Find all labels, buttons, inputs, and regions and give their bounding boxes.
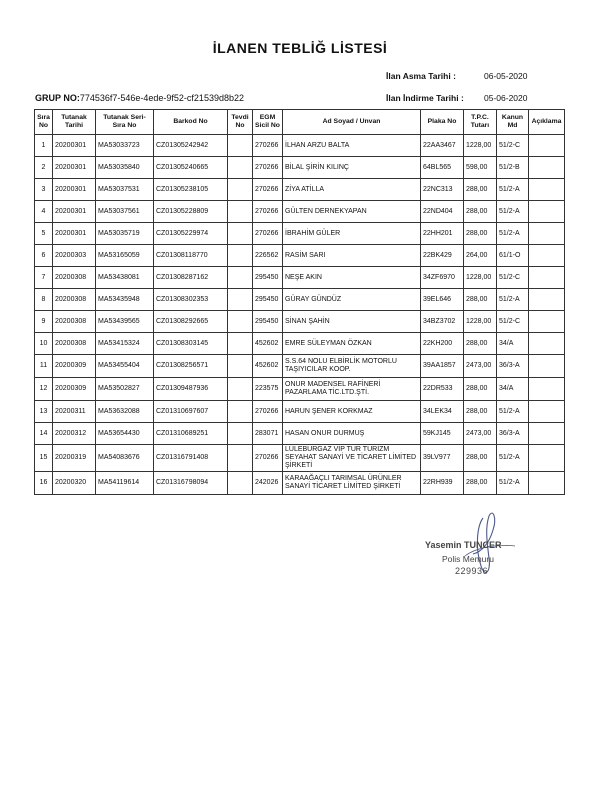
table-row (35, 267, 565, 289)
table-cell: 22KH200 (421, 333, 464, 355)
grup-label: GRUP NO: (35, 93, 80, 103)
table-cell: 242026 (253, 472, 283, 495)
table-cell: 20200308 (53, 333, 96, 355)
table-cell: 264,00 (464, 245, 497, 267)
table-cell: SİNAN ŞAHİN (283, 311, 421, 333)
table-cell: MA53502827 (96, 378, 154, 401)
table-cell: CZ01316798094 (154, 472, 228, 495)
table-row (35, 179, 565, 201)
table-row (35, 201, 565, 223)
table-cell: CZ01305228809 (154, 201, 228, 223)
table-cell (529, 157, 565, 179)
table-cell: S.S.64 NOLU ELBİRLİK MOTORLU TAŞIYICILAR KOOP. (283, 355, 421, 378)
column-header: Ad Soyad / Unvan (283, 110, 421, 135)
table-cell: 34BZ3702 (421, 311, 464, 333)
table-cell: 64BL565 (421, 157, 464, 179)
table-cell: CZ01308303145 (154, 333, 228, 355)
table-cell: CZ01308292665 (154, 311, 228, 333)
table-cell: 2473,00 (464, 355, 497, 378)
table-cell: HARUN ŞENER KORKMAZ (283, 401, 421, 423)
table-cell (529, 223, 565, 245)
table-cell: 7 (35, 267, 53, 289)
table-cell (529, 355, 565, 378)
table-row (35, 355, 565, 378)
table-cell: 51/2-C (497, 311, 529, 333)
table-cell (228, 223, 253, 245)
table-cell: 270266 (253, 401, 283, 423)
table-cell: 288,00 (464, 445, 497, 472)
table-cell: 39EL646 (421, 289, 464, 311)
table-cell: MA54119614 (96, 472, 154, 495)
table-cell: 51/2-C (497, 135, 529, 157)
table-cell (228, 157, 253, 179)
table-cell (529, 179, 565, 201)
grup-value: 774536f7-546e-4ede-9f52-cf21539d8b22 (79, 93, 244, 103)
table-cell: 51/2-A (497, 401, 529, 423)
table-cell: MA53654430 (96, 423, 154, 445)
table-row (35, 423, 565, 445)
table-cell: 20200303 (53, 245, 96, 267)
ilan-asma-label: İlan Asma Tarihi : (386, 71, 456, 81)
column-header: Kanun Md (497, 110, 529, 135)
column-header: T.P.C. Tutarı (464, 110, 497, 135)
table-cell: 288,00 (464, 401, 497, 423)
table-cell (228, 355, 253, 378)
table-cell: 11 (35, 355, 53, 378)
table-cell: CZ01308287162 (154, 267, 228, 289)
table-cell: 51/2-A (497, 223, 529, 245)
table-cell: 270266 (253, 179, 283, 201)
table-cell: CZ01310689251 (154, 423, 228, 445)
table-cell (529, 445, 565, 472)
table-cell: 2 (35, 157, 53, 179)
column-header: Tutanak Seri-Sıra No (96, 110, 154, 135)
table-cell: GÜRAY GÜNDÜZ (283, 289, 421, 311)
table-cell: 20200301 (53, 223, 96, 245)
table-cell: 22RH939 (421, 472, 464, 495)
table-cell (529, 333, 565, 355)
table-cell: 270266 (253, 223, 283, 245)
column-header: Tutanak Tarihi (53, 110, 96, 135)
table-cell: 20200301 (53, 135, 96, 157)
table-cell: ZİYA ATİLLA (283, 179, 421, 201)
table-row (35, 223, 565, 245)
table-cell: 22DR533 (421, 378, 464, 401)
table-cell: 5 (35, 223, 53, 245)
table-cell: İLHAN ARZU BALTA (283, 135, 421, 157)
ilan-asma-tarihi (386, 71, 586, 81)
table-cell: 288,00 (464, 201, 497, 223)
table-cell: 22HH201 (421, 223, 464, 245)
table-cell: LÜLEBURGAZ VİP TUR TURİZM SEYAHAT SANAYİ VE TİCARET LİMİTED ŞİRKETİ (283, 445, 421, 472)
table-cell: 20200320 (53, 472, 96, 495)
table-cell: 20200301 (53, 157, 96, 179)
table-cell (529, 289, 565, 311)
table-cell: 1228,00 (464, 311, 497, 333)
table-cell: 61/1-O (497, 245, 529, 267)
table-row (35, 245, 565, 267)
table-cell: 20200319 (53, 445, 96, 472)
table-cell (228, 401, 253, 423)
table-cell: 295450 (253, 311, 283, 333)
table-cell (529, 401, 565, 423)
table-cell: 270266 (253, 135, 283, 157)
table-cell: 51/2-A (497, 289, 529, 311)
table-cell: 20200309 (53, 378, 96, 401)
table-cell: MA53455404 (96, 355, 154, 378)
table-cell: 20200308 (53, 289, 96, 311)
table-cell: 20200301 (53, 179, 96, 201)
table-cell: 1228,00 (464, 267, 497, 289)
table-cell: ONUR MADENSEL RAFİNERİ PAZARLAMA TİC.LTD.ŞTİ. (283, 378, 421, 401)
table-cell: MA53037561 (96, 201, 154, 223)
table-header-row (35, 110, 565, 135)
table-cell (228, 445, 253, 472)
table-cell: 12 (35, 378, 53, 401)
table-cell: 34/A (497, 378, 529, 401)
table-row (35, 333, 565, 355)
table-cell: 15 (35, 445, 53, 472)
table-cell: 59KJ145 (421, 423, 464, 445)
table-cell: 1228,00 (464, 135, 497, 157)
table-cell: EMRE SÜLEYMAN ÖZKAN (283, 333, 421, 355)
table-cell: 270266 (253, 157, 283, 179)
table-cell: 34LEK34 (421, 401, 464, 423)
table-cell: 9 (35, 311, 53, 333)
column-header: Barkod No (154, 110, 228, 135)
table-cell: 51/2-C (497, 267, 529, 289)
table-cell: 51/2-A (497, 472, 529, 495)
table-cell: 20200311 (53, 401, 96, 423)
table-cell: CZ01309487936 (154, 378, 228, 401)
table-cell: CZ01316791408 (154, 445, 228, 472)
table-cell: HASAN ONUR DURMUŞ (283, 423, 421, 445)
table-cell: 51/2-A (497, 179, 529, 201)
table-cell: 22AA3467 (421, 135, 464, 157)
table-cell: 295450 (253, 267, 283, 289)
signature-number: 229936 (455, 566, 489, 576)
table-cell (228, 311, 253, 333)
table-cell (529, 201, 565, 223)
table-cell: 16 (35, 472, 53, 495)
table-cell: 36/3-A (497, 423, 529, 445)
table-cell: MA53439565 (96, 311, 154, 333)
table-row (35, 445, 565, 472)
table-cell: CZ01305242942 (154, 135, 228, 157)
table-cell: 20200312 (53, 423, 96, 445)
column-header: Açıklama (529, 110, 565, 135)
table-cell: MA54083676 (96, 445, 154, 472)
column-header: Plaka No (421, 110, 464, 135)
table-row (35, 289, 565, 311)
table-row (35, 472, 565, 495)
column-header: Tevdi No (228, 110, 253, 135)
table-cell: 288,00 (464, 333, 497, 355)
table-cell: MA53632088 (96, 401, 154, 423)
table-cell (228, 201, 253, 223)
table-cell: 13 (35, 401, 53, 423)
table-row (35, 135, 565, 157)
table-cell: MA53438081 (96, 267, 154, 289)
table-cell: 20200309 (53, 355, 96, 378)
table-cell: CZ01305229974 (154, 223, 228, 245)
table-cell: 34ZF6970 (421, 267, 464, 289)
table-cell: 22NC313 (421, 179, 464, 201)
table-cell: CZ01308118770 (154, 245, 228, 267)
table-cell: RASİM SARI (283, 245, 421, 267)
table-cell (529, 135, 565, 157)
table-cell (228, 472, 253, 495)
table-cell: 598,00 (464, 157, 497, 179)
table-cell: 36/3-A (497, 355, 529, 378)
table-cell: 39LV977 (421, 445, 464, 472)
ilan-indirme-value: 05-06-2020 (484, 93, 528, 103)
table-cell: 39AA1857 (421, 355, 464, 378)
table-cell: 14 (35, 423, 53, 445)
table-cell: KARAAĞAÇLI TARIMSAL ÜRÜNLER SANAYİ TİCARET LİMİTED ŞİRKETİ (283, 472, 421, 495)
table-cell: 288,00 (464, 472, 497, 495)
signature-name: Yasemin TUNCER (425, 540, 502, 550)
table-row (35, 157, 565, 179)
table-cell: 10 (35, 333, 53, 355)
table-cell: MA53037531 (96, 179, 154, 201)
table-cell (228, 333, 253, 355)
column-header: Sıra No (35, 110, 53, 135)
table-cell: 34/A (497, 333, 529, 355)
table-cell (228, 267, 253, 289)
table-cell (228, 289, 253, 311)
table-cell: 8 (35, 289, 53, 311)
table-cell: 20200308 (53, 311, 96, 333)
table-cell: 288,00 (464, 378, 497, 401)
ilan-asma-value: 06-05-2020 (484, 71, 528, 81)
table-cell (228, 378, 253, 401)
table-cell: NEŞE AKIN (283, 267, 421, 289)
table-cell (529, 472, 565, 495)
table-cell (529, 423, 565, 445)
table-cell: 51/2-A (497, 201, 529, 223)
signature-role: Polis Memuru (442, 554, 494, 564)
table-cell: CZ01305240665 (154, 157, 228, 179)
table-cell: 288,00 (464, 289, 497, 311)
table-cell: 6 (35, 245, 53, 267)
table-cell: CZ01310697607 (154, 401, 228, 423)
table-cell (529, 378, 565, 401)
table-cell: İBRAHİM GÜLER (283, 223, 421, 245)
table-cell: 452602 (253, 333, 283, 355)
table-cell: CZ01308302353 (154, 289, 228, 311)
table-cell (529, 311, 565, 333)
table-cell: 288,00 (464, 223, 497, 245)
table-body (35, 135, 565, 495)
table-row (35, 311, 565, 333)
table-cell: BİLAL ŞİRİN KILINÇ (283, 157, 421, 179)
table-cell: 270266 (253, 201, 283, 223)
table-cell: 22ND404 (421, 201, 464, 223)
table-cell: 283071 (253, 423, 283, 445)
grup-no (35, 93, 244, 103)
table-cell: MA53165059 (96, 245, 154, 267)
table-cell (228, 423, 253, 445)
table-cell: CZ01305238105 (154, 179, 228, 201)
table-cell: 20200308 (53, 267, 96, 289)
table-cell: MA53033723 (96, 135, 154, 157)
table-cell: 20200301 (53, 201, 96, 223)
table-cell (529, 245, 565, 267)
table-cell: 295450 (253, 289, 283, 311)
table-cell: MA53035840 (96, 157, 154, 179)
ilan-indirme-tarihi (386, 93, 586, 103)
table-cell: 223575 (253, 378, 283, 401)
table-cell: 226562 (253, 245, 283, 267)
table-cell: 2473,00 (464, 423, 497, 445)
table-cell: 1 (35, 135, 53, 157)
table-cell: 51/2-B (497, 157, 529, 179)
table-cell: 270266 (253, 445, 283, 472)
table-cell (228, 245, 253, 267)
page-title: İLANEN TEBLİĞ LİSTESİ (212, 40, 388, 56)
table-cell: MA53435948 (96, 289, 154, 311)
table-cell: 288,00 (464, 179, 497, 201)
table-cell: MA53415324 (96, 333, 154, 355)
table-cell: 22BK429 (421, 245, 464, 267)
teblig-table (34, 109, 565, 495)
table-cell: 51/2-A (497, 445, 529, 472)
ilan-indirme-label: İlan İndirme Tarihi : (386, 93, 464, 103)
table-cell: CZ01308256571 (154, 355, 228, 378)
table-cell (228, 135, 253, 157)
column-header: EGM Sicil No (253, 110, 283, 135)
table-cell: 4 (35, 201, 53, 223)
table-cell: MA53035719 (96, 223, 154, 245)
table-cell (529, 267, 565, 289)
table-cell (228, 179, 253, 201)
table-row (35, 378, 565, 401)
table-row (35, 401, 565, 423)
table-cell: 452602 (253, 355, 283, 378)
table-cell: 3 (35, 179, 53, 201)
table-cell: GÜLTEN DERNEKYAPAN (283, 201, 421, 223)
